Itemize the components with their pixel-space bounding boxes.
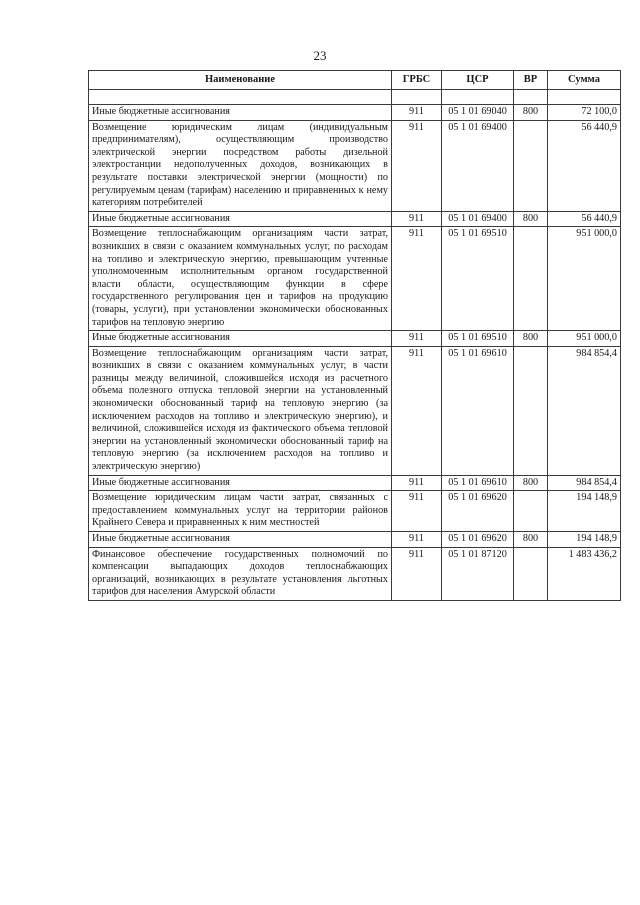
header-grbs: ГРБС <box>392 71 442 90</box>
table-body <box>89 90 621 601</box>
row-csr: 05 1 01 69400 <box>442 120 514 211</box>
row-name: Иные бюджетные ассигнования <box>89 475 392 491</box>
row-sum: 56 440,9 <box>548 211 621 227</box>
row-grbs: 911 <box>392 120 442 211</box>
row-name: Финансовое обеспечение государственных полномочий по компенсации выпадающих доходов теплоснабжающих организаций, возникающих в результате установления льготных тарифов для населения Амурской области <box>89 547 392 600</box>
table-row <box>89 346 621 475</box>
row-csr: 05 1 01 87120 <box>442 547 514 600</box>
table-row <box>89 105 621 121</box>
spacer-row <box>89 90 621 105</box>
row-sum: 984 854,4 <box>548 346 621 475</box>
spacer-cell <box>392 90 442 105</box>
row-sum: 984 854,4 <box>548 475 621 491</box>
spacer-cell <box>442 90 514 105</box>
row-vr <box>514 491 548 532</box>
row-name: Возмещение юридическим лицам части затрат, связанных с предоставлением коммунальных услуг на территории районов Крайнего Севера и приравненных к ним местностей <box>89 491 392 532</box>
row-name: Возмещение теплоснабжающим организациям части затрат, возникших в связи с оказанием коммунальных услуг, по расходам на топливо и электрическую энергию, превышающим учтенные уполномоченным исполнительным органом государственной власти области, осуществляющим функции в сфере государственного регулирования цен и тарифов на продукцию (товары, услуги), при установлении экономически обоснованных тарифов на тепловую энергию <box>89 227 392 331</box>
row-csr: 05 1 01 69610 <box>442 475 514 491</box>
row-name: Возмещение юридическим лицам (индивидуальным предпринимателям), осуществляющим производство электрической энергии посредством работы дизельной электростанции недополученных доходов, возникающих в результате поставки электрической энергии (мощности) по регулируемым ценам (тарифам) населению и приравненных к нему категориям потребителей <box>89 120 392 211</box>
budget-table <box>88 70 621 601</box>
header-vr: ВР <box>514 71 548 90</box>
table-row <box>89 547 621 600</box>
header-name: Наименование <box>89 71 392 90</box>
header-csr: ЦСР <box>442 71 514 90</box>
row-grbs: 911 <box>392 532 442 548</box>
row-name: Иные бюджетные ассигнования <box>89 211 392 227</box>
row-name: Возмещение теплоснабжающим организациям части затрат, возникших в связи с оказанием коммунальных услуг, в части разницы между величиной, сложившейся исходя из расчетного объема полезного отпуска тепловой энергии на установленный экономически обоснованный тариф на тепловую энергию (за исключением расходов на топливо и электрическую энергию), и величиной, сложившейся исходя из фактического объема тепловой энергии на установленный экономически обоснованный тариф на тепловую энергию (за исключением расходов на топливо и электрическую энергию) <box>89 346 392 475</box>
row-sum: 194 148,9 <box>548 532 621 548</box>
row-vr: 800 <box>514 105 548 121</box>
row-vr: 800 <box>514 211 548 227</box>
row-sum: 951 000,0 <box>548 227 621 331</box>
row-sum: 1 483 436,2 <box>548 547 621 600</box>
row-name: Иные бюджетные ассигнования <box>89 532 392 548</box>
row-grbs: 911 <box>392 547 442 600</box>
row-grbs: 911 <box>392 491 442 532</box>
spacer-cell <box>548 90 621 105</box>
row-name: Иные бюджетные ассигнования <box>89 105 392 121</box>
row-vr <box>514 227 548 331</box>
row-csr: 05 1 01 69610 <box>442 346 514 475</box>
row-grbs: 911 <box>392 211 442 227</box>
row-csr: 05 1 01 69040 <box>442 105 514 121</box>
table-header <box>89 71 621 90</box>
row-vr <box>514 346 548 475</box>
row-grbs: 911 <box>392 346 442 475</box>
table-row <box>89 475 621 491</box>
row-grbs: 911 <box>392 227 442 331</box>
row-vr <box>514 547 548 600</box>
spacer-cell <box>89 90 392 105</box>
row-csr: 05 1 01 69510 <box>442 227 514 331</box>
table-row <box>89 227 621 331</box>
row-vr: 800 <box>514 331 548 347</box>
row-grbs: 911 <box>392 105 442 121</box>
table-row <box>89 491 621 532</box>
table-row <box>89 120 621 211</box>
row-sum: 72 100,0 <box>548 105 621 121</box>
row-grbs: 911 <box>392 475 442 491</box>
row-name: Иные бюджетные ассигнования <box>89 331 392 347</box>
row-csr: 05 1 01 69400 <box>442 211 514 227</box>
row-vr: 800 <box>514 532 548 548</box>
row-csr: 05 1 01 69620 <box>442 491 514 532</box>
row-sum: 56 440,9 <box>548 120 621 211</box>
row-csr: 05 1 01 69510 <box>442 331 514 347</box>
row-grbs: 911 <box>392 331 442 347</box>
spacer-cell <box>514 90 548 105</box>
header-sum: Сумма <box>548 71 621 90</box>
table-row <box>89 532 621 548</box>
table-row <box>89 211 621 227</box>
row-sum: 951 000,0 <box>548 331 621 347</box>
row-csr: 05 1 01 69620 <box>442 532 514 548</box>
header-row <box>89 71 621 90</box>
row-vr: 800 <box>514 475 548 491</box>
table-row <box>89 331 621 347</box>
row-vr <box>514 120 548 211</box>
page-number: 23 <box>313 48 327 63</box>
row-sum: 194 148,9 <box>548 491 621 532</box>
